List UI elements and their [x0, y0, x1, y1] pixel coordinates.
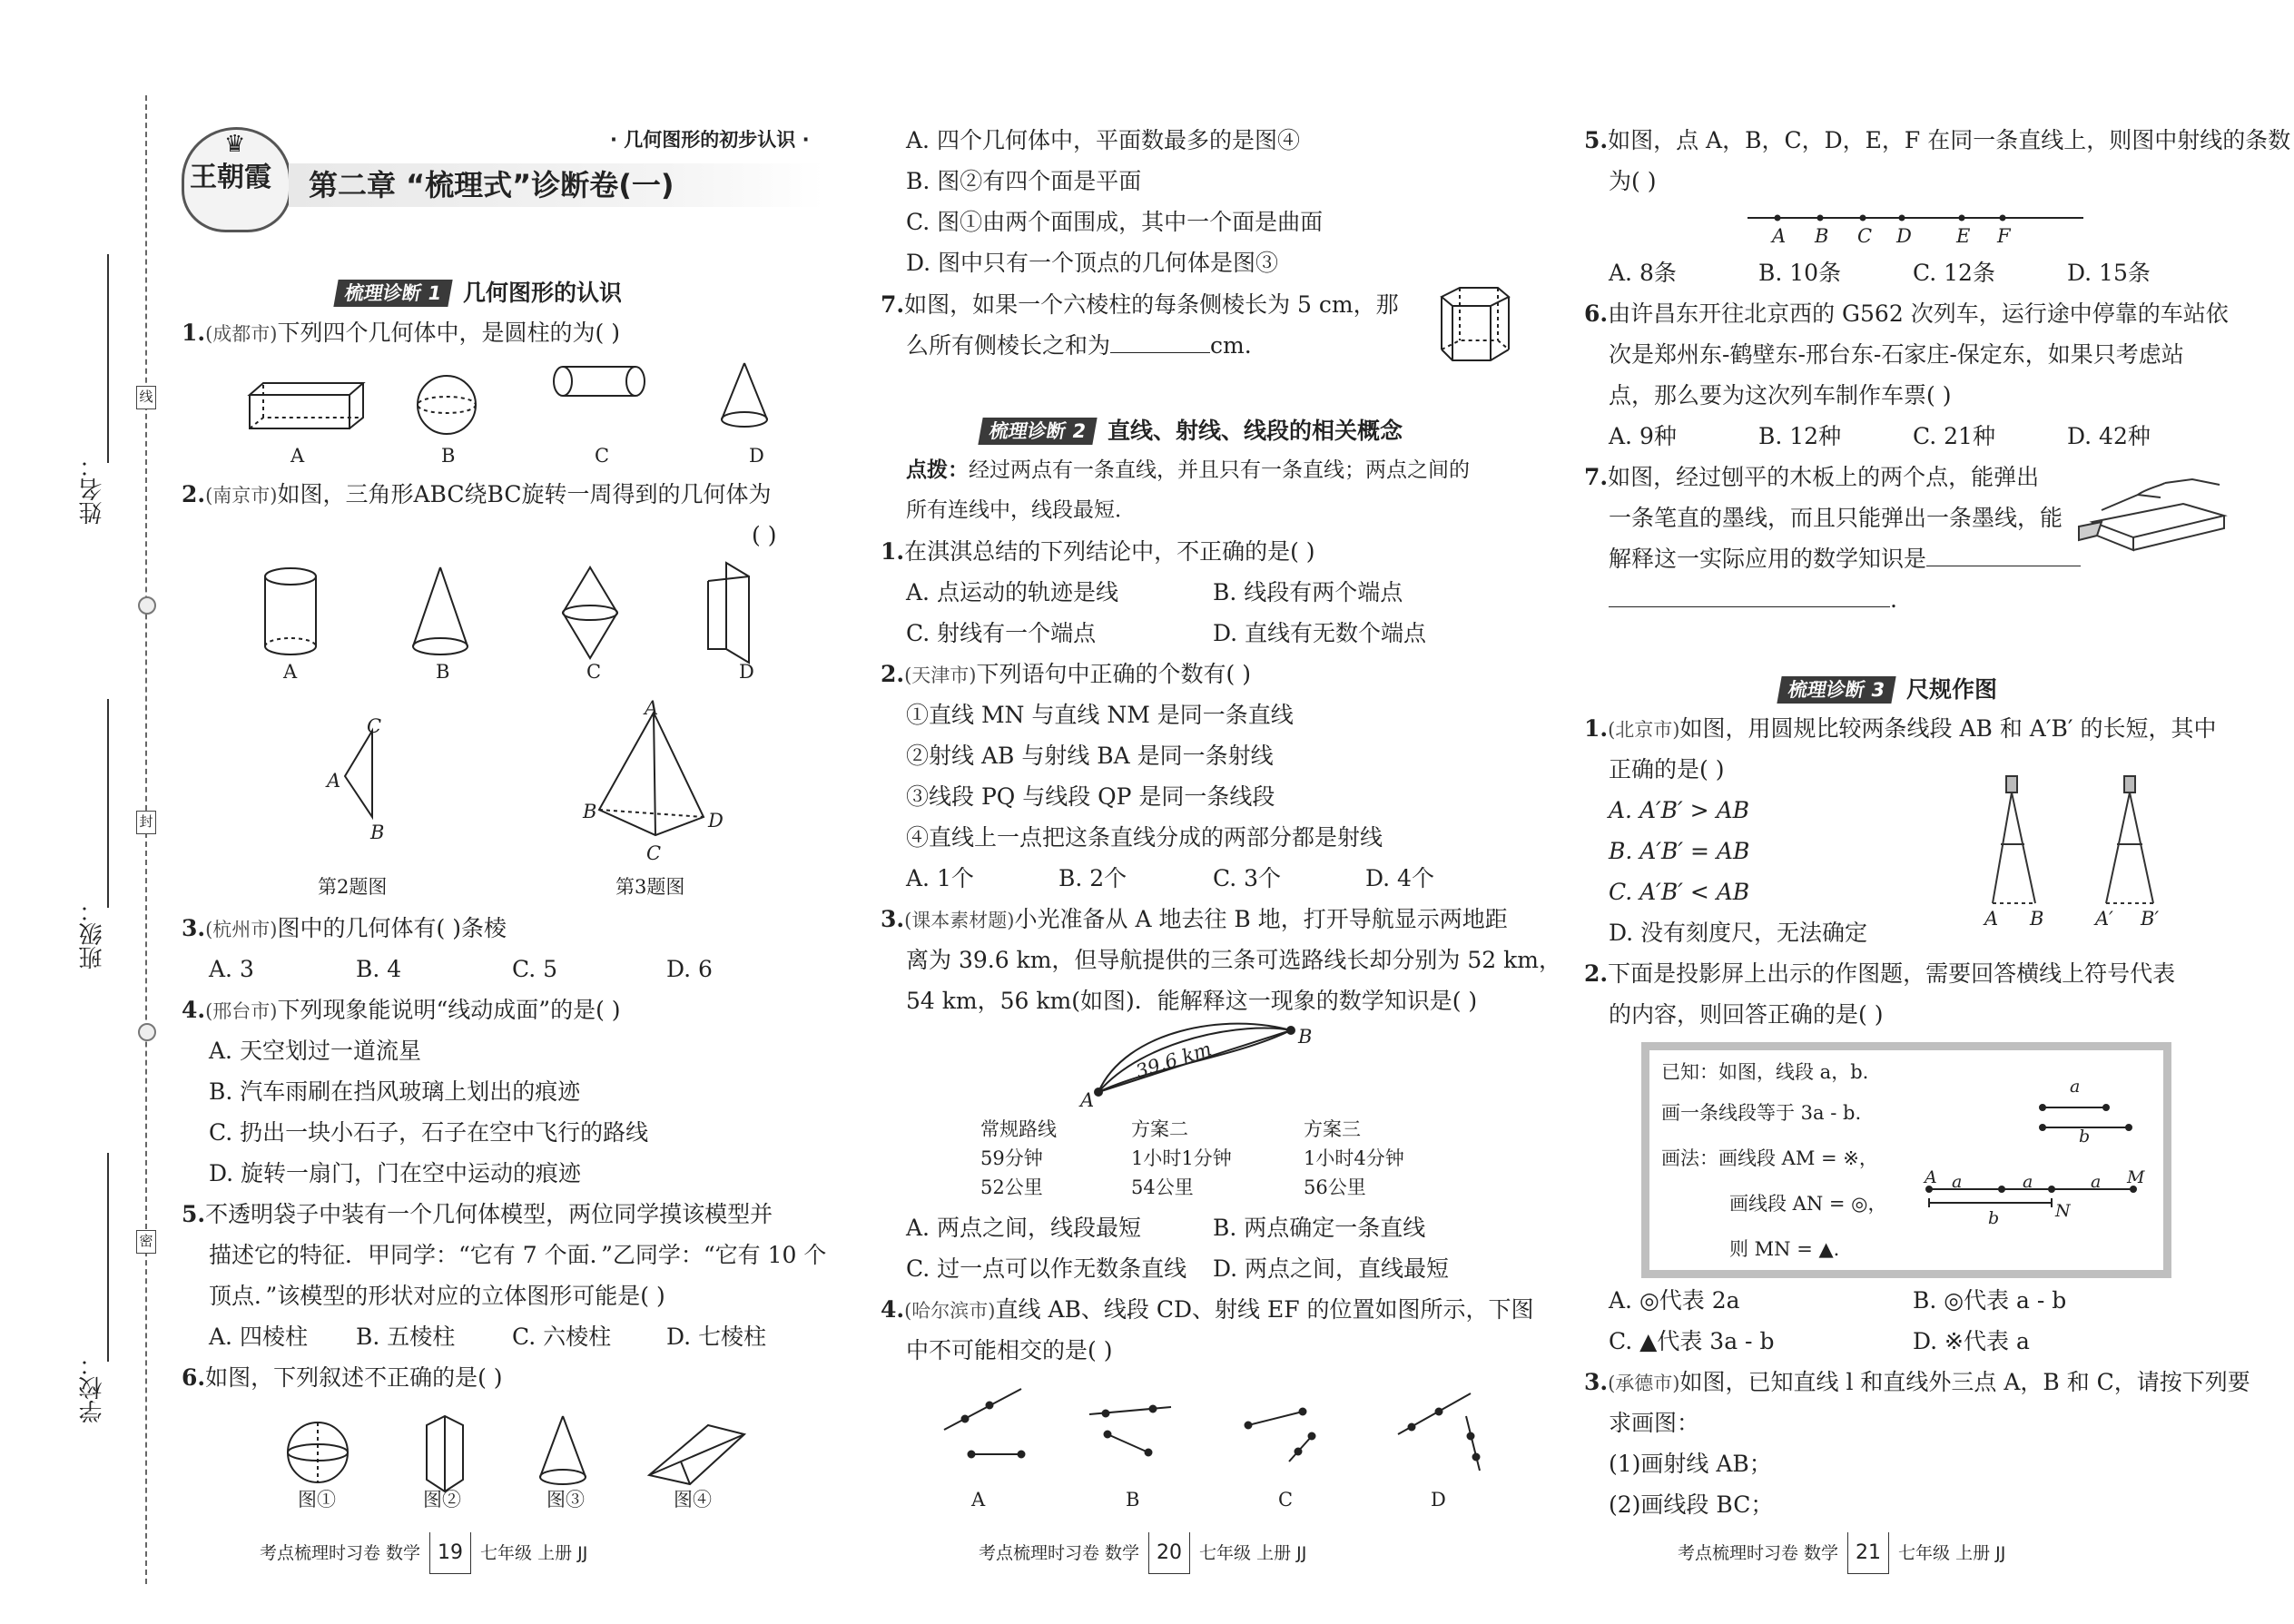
route-1-time: 59分钟 — [980, 1147, 1043, 1169]
c3-q5-line-2: 为( ) — [1609, 168, 1657, 194]
question-number: 2. — [881, 661, 905, 687]
c3-q5-option-d: D. 15条 — [2067, 260, 2151, 286]
fig-2-point-b: B — [370, 822, 385, 843]
question-number: 2. — [182, 481, 206, 507]
s3-question-2: 2.下面是投影屏上出示的作图题，需要回答横线上符号代表 — [1584, 960, 2176, 987]
name-label: 姓名： — [79, 454, 106, 525]
footer-page-20: 考点梳理时习卷 数学 20 七年级 上册 JJ — [979, 1532, 1306, 1574]
s2-q3-option-c: C. 过一点可以作无数条直线 — [906, 1255, 1187, 1282]
route-2-time: 1小时1分钟 — [1131, 1147, 1232, 1169]
q3-option-c: C. 5 — [512, 956, 558, 982]
question-3 — [182, 908, 507, 950]
section-badge: 梳理诊断 2 — [978, 418, 1097, 445]
page-number: 21 — [1847, 1532, 1889, 1574]
c3-q5-point-b: B — [1815, 225, 1829, 247]
question-number: 6. — [182, 1364, 206, 1391]
s2-q2-option-d: D. 4个 — [1365, 865, 1434, 891]
question-5-line-1: 5.不透明袋子中装有一个几何体模型，两位同学摸该模型并 — [182, 1201, 773, 1227]
section-badge: 梳理诊断 1 — [333, 280, 452, 307]
question-number: 7. — [1584, 464, 1609, 490]
logo-badge — [182, 127, 291, 232]
s3-q3-sub-1: (1)画射线 AB； — [1609, 1451, 1772, 1477]
s2-q3-line-2: 离为 39.6 km，但导航提供的三条可选路线长却分别为 52 km， — [906, 947, 1561, 973]
q2-solids-figure — [254, 563, 799, 663]
fig-2-point-a: A — [327, 770, 341, 792]
question-7: 7.如图，如果一个六棱柱的每条侧棱长为 5 cm，那 — [881, 291, 1399, 318]
s2-q4-figures — [935, 1380, 1498, 1480]
box-line-2: 画一条线段等于 3a - b. — [1661, 1102, 1862, 1124]
school-label: 学校： — [79, 1353, 106, 1423]
question-5-line-3: 顶点．”该模型的形状对应的立体图形可能是( ) — [209, 1283, 665, 1309]
route-3-name: 方案三 — [1304, 1118, 1361, 1140]
c3-q5-option-c: C. 12条 — [1913, 260, 1995, 286]
c3-question-6: 6.由许昌东开往北京西的 G562 次列车，运行途中停靠的车站依 — [1584, 300, 2229, 327]
s2-q4-label-c: C — [1278, 1489, 1294, 1511]
route-1-dist: 52公里 — [980, 1176, 1043, 1198]
box-line-1: 已知：如图，线段 a，b. — [1661, 1061, 1869, 1083]
question-number: 1. — [1584, 715, 1609, 742]
question-number: 2. — [1584, 960, 1609, 987]
q3-option-b: B. 4 — [356, 956, 402, 982]
s3-q1-line-2: 正确的是( ) — [1609, 756, 1725, 782]
question-source: (南京市) — [205, 485, 278, 507]
question-source: (邢台市) — [205, 1000, 278, 1022]
question-1 — [182, 312, 620, 355]
box-seg-a3: a — [2091, 1172, 2102, 1192]
logo-crown-icon: ♛ — [224, 131, 246, 158]
section-3-heading — [1779, 667, 1997, 710]
s3-q2-option-c: C. ▲代表 3a - b — [1609, 1328, 1775, 1354]
seal-mark-xian: 线 — [136, 386, 156, 409]
question-4 — [182, 989, 621, 1032]
s3-q2-option-b: B. ◎代表 a - b — [1913, 1287, 2067, 1314]
footer-page-21: 考点梳理时习卷 数学 21 七年级 上册 JJ — [1678, 1532, 2005, 1574]
wooden-plank-figure — [2074, 472, 2229, 554]
answer-blank[interactable] — [1609, 579, 1890, 607]
margin-dashed-line — [145, 95, 147, 1584]
six-points-line-figure — [1743, 209, 2088, 227]
route-3-time: 1小时4分钟 — [1304, 1147, 1404, 1169]
q6-option-c: C. 图①由两个面围成，其中一个面是曲面 — [906, 209, 1324, 235]
q4-option-b: B. 汽车雨刷在挡风玻璃上划出的痕迹 — [209, 1078, 581, 1105]
s3-q1-option-d: D. 没有刻度尺，无法确定 — [1609, 920, 1868, 946]
fig-3-point-c: C — [646, 842, 662, 864]
compass-comparison-figure — [1979, 776, 2170, 912]
topic-label: · 几何图形的初步认识 · — [610, 129, 810, 151]
s2-q1-option-d: D. 直线有无数个端点 — [1213, 620, 1427, 646]
s2-q4-label-d: D — [1431, 1489, 1446, 1511]
s2-q1-option-b: B. 线段有两个端点 — [1213, 579, 1403, 605]
hint-line-1: 点拨：经过两点有一条直线，并且只有一条直线；两点之间的 — [906, 458, 1470, 482]
s3-q3-sub-2: (2)画线段 BC； — [1609, 1491, 1774, 1518]
section-1-heading — [336, 271, 622, 313]
seal-mark-feng: 封 — [136, 811, 156, 834]
s2-q2-item-2: ②射线 AB 与射线 BA 是同一条射线 — [906, 743, 1274, 769]
question-number: 4. — [881, 1296, 905, 1323]
route-distance-label: 39.6 km — [1133, 1038, 1215, 1083]
q6-label-4: 图④ — [674, 1489, 712, 1511]
margin-dot-icon — [138, 1023, 156, 1041]
seal-mark-mi: 密 — [136, 1230, 156, 1254]
c3-q6-option-a: A. 9种 — [1609, 423, 1677, 449]
name-underline — [107, 254, 109, 463]
q3-option-d: D. 6 — [666, 956, 713, 982]
q3-option-a: A. 3 — [209, 956, 254, 982]
s2-question-2: 2.(天津市)下列语句中正确的个数有( ) — [881, 661, 1251, 687]
box-seg-a1: a — [1952, 1172, 1963, 1192]
question-number: 7. — [881, 291, 905, 318]
question-6 — [182, 1357, 503, 1398]
margin-dot-icon — [138, 596, 156, 615]
route-3-dist: 56公里 — [1304, 1176, 1366, 1198]
segment-construction-figure — [1925, 1089, 2145, 1225]
box-seg-b: b — [2079, 1127, 2091, 1147]
question-5-line-2: 描述它的特征．甲同学：“它有 7 个面．”乙同学：“它有 10 个 — [209, 1242, 827, 1268]
q2-label-a: A — [283, 661, 298, 683]
s2-q3-option-b: B. 两点确定一条直线 — [1213, 1215, 1426, 1241]
question-source: (杭州市) — [205, 919, 278, 940]
s3-q2-line-2: 的内容，则回答正确的是( ) — [1609, 1001, 1884, 1028]
s2-q2-option-b: B. 2个 — [1058, 865, 1127, 891]
c3-q6-option-d: D. 42种 — [2067, 423, 2151, 449]
s3-q1-point-a-prime: A′ — [2095, 908, 2113, 930]
s2-q4-line-2: 中不可能相交的是( ) — [906, 1337, 1113, 1363]
fig-3-point-d: D — [708, 810, 724, 832]
fig-3-point-a: A — [645, 697, 659, 719]
question-number: 3. — [881, 906, 905, 932]
question-number: 3. — [1584, 1369, 1609, 1395]
question-2-paren: ( ) — [752, 522, 777, 548]
section-2-heading — [980, 408, 1403, 451]
s3-q1-option-c: C. A′B′ < AB — [1609, 879, 1750, 905]
q1-label-b: B — [441, 445, 456, 467]
question-text: 如图，下列叙述不正确的是( ) — [205, 1364, 503, 1391]
answer-blank[interactable] — [1110, 325, 1210, 353]
q4-option-c: C. 扔出一块小石子，石子在空中飞行的路线 — [209, 1119, 649, 1146]
c3-q6-option-c: C. 21种 — [1913, 423, 1995, 449]
q6-label-2: 图② — [423, 1489, 461, 1511]
route-2-name: 方案二 — [1131, 1118, 1188, 1140]
footer-page-19: 考点梳理时习卷 数学 19 七年级 上册 JJ — [260, 1532, 587, 1574]
fig-2-caption: 第2题图 — [318, 876, 388, 898]
s2-q1-option-a: A. 点运动的轨迹是线 — [906, 579, 1118, 605]
question-text: 下列四个几何体中，是圆柱的为( ) — [277, 320, 620, 346]
c3-question-5: 5.如图，点 A，B，C，D，E，F 在同一条直线上，则图中射线的条数 — [1584, 127, 2291, 153]
logo-text: 王朝霞 — [190, 162, 271, 193]
s2-q2-item-3: ③线段 PQ 与线段 QP 是同一条线段 — [906, 783, 1275, 810]
box-line-4: 画线段 AN = ◎， — [1729, 1193, 1887, 1215]
s3-q1-option-a: A. A′B′ > AB — [1609, 797, 1749, 823]
box-pt-m: M — [2127, 1167, 2145, 1187]
c3-q7-line-2: 一条笔直的墨线，而且只能弹出一条墨线，能 — [1609, 505, 2063, 531]
s2-question-4: 4.(哈尔滨市)直线 AB、线段 CD、射线 EF 的位置如图所示，下图 — [881, 1296, 1534, 1323]
q1-label-c: C — [595, 445, 610, 467]
chapter-title: 第二章 “梳理式”诊断卷(一) — [309, 168, 674, 202]
c3-q5-point-e: E — [1956, 225, 1971, 247]
box-seg-a2: a — [2023, 1172, 2033, 1192]
question-number: 1. — [881, 538, 905, 565]
section-title: 直线、射线、线段的相关概念 — [1107, 418, 1403, 444]
s2-question-1: 1.在淇淇总结的下列结论中，不正确的是( ) — [881, 538, 1315, 565]
box-pt-n: N — [2055, 1201, 2071, 1221]
class-label: 班级： — [79, 899, 106, 969]
question-text: 如图，三角形ABC绕BC旋转一周得到的几何体为 — [277, 481, 772, 507]
route-2-dist: 54公里 — [1131, 1176, 1194, 1198]
question-number: 6. — [1584, 300, 1609, 327]
s3-question-3: 3.(承德市)如图，已知直线 l 和直线外三点 A，B 和 C，请按下列要 — [1584, 1369, 2250, 1395]
q1-label-a: A — [290, 445, 305, 467]
s3-q1-point-b-prime: B′ — [2141, 908, 2160, 930]
c3-q5-point-c: C — [1857, 225, 1873, 247]
q2-label-c: C — [586, 661, 602, 683]
q4-option-d: D. 旋转一扇门，门在空中运动的痕迹 — [209, 1160, 582, 1186]
s2-q2-item-4: ④直线上一点把这条直线分成的两部分都是射线 — [906, 824, 1383, 851]
s2-q2-option-a: A. 1个 — [906, 865, 974, 891]
section-title: 尺规作图 — [1905, 676, 1997, 703]
hint-line-2: 所有连线中，线段最短． — [906, 498, 1136, 522]
box-line-3: 画法：画线段 AM = ※， — [1661, 1147, 1878, 1169]
s2-q4-label-b: B — [1126, 1489, 1140, 1511]
c3-q5-point-d: D — [1896, 225, 1912, 247]
question-text: 图中的几何体有( )条棱 — [277, 915, 507, 941]
s3-q2-option-d: D. ※代表 a — [1913, 1328, 2030, 1354]
question-2 — [182, 474, 771, 517]
question-number: 3. — [182, 915, 206, 941]
question-number: 5. — [182, 1201, 206, 1227]
c3-q7-line-3: 解释这一实际应用的数学知识是 — [1609, 538, 2081, 579]
c3-q6-line-2: 次是郑州东-鹤壁东-邢台东-石家庄-保定东，如果只考虑站 — [1609, 341, 2184, 368]
s2-q3-option-d: D. 两点之间，直线最短 — [1213, 1255, 1450, 1282]
q6-option-d: D. 图中只有一个顶点的几何体是图③ — [906, 250, 1279, 276]
fig-2-point-c: C — [367, 715, 382, 737]
s2-q2-item-1: ①直线 MN 与直线 NM 是同一条直线 — [906, 702, 1294, 728]
section-title: 几何图形的认识 — [462, 280, 622, 306]
page-number: 19 — [429, 1532, 471, 1574]
c3-q5-point-f: F — [1997, 225, 2011, 247]
q5-option-b: B. 五棱柱 — [356, 1324, 456, 1350]
q2-label-b: B — [436, 661, 450, 683]
question-text: 下列现象能说明“线动成面”的是( ) — [277, 997, 621, 1023]
question-7-line-2: 么所有侧棱长之和为 cm. — [906, 325, 1252, 366]
q6-option-b: B. 图②有四个面是平面 — [906, 168, 1142, 194]
hexagonal-prism-figure — [1434, 286, 1516, 368]
question-source: (成都市) — [205, 323, 278, 345]
box-line-5: 则 MN = ▲. — [1729, 1238, 1840, 1260]
q2-label-d: D — [739, 661, 754, 683]
question-number: 1. — [182, 320, 206, 346]
s2-q4-label-a: A — [971, 1489, 986, 1511]
c3-q6-option-b: B. 12种 — [1758, 423, 1842, 449]
c3-question-7: 7.如图，经过刨平的木板上的两个点，能弹出 — [1584, 464, 2040, 490]
s2-q2-option-c: C. 3个 — [1213, 865, 1282, 891]
s2-q3-line-3: 54 km，56 km(如图)．能解释这一现象的数学知识是( ) — [906, 988, 1478, 1014]
box-seg-a: a — [2070, 1077, 2081, 1097]
class-underline — [107, 699, 109, 908]
route-point-a: A — [1080, 1089, 1095, 1111]
fig-3-caption: 第3题图 — [615, 876, 685, 898]
q5-option-d: D. 七棱柱 — [666, 1324, 767, 1350]
s2-question-3: 3.(课本素材题)小光准备从 A 地去往 B 地，打开导航显示两地距 — [881, 906, 1508, 932]
q1-solids-figure — [236, 363, 799, 445]
s3-question-1: 1.(北京市)如图，用圆规比较两条线段 AB 和 A′B′ 的长短，其中 — [1584, 715, 2217, 742]
c3-q7-line-4: . — [1609, 579, 1897, 620]
q5-option-c: C. 六棱柱 — [512, 1324, 612, 1350]
s3-q1-point-b: B — [2030, 908, 2044, 930]
school-underline — [107, 1153, 109, 1362]
q1-label-d: D — [749, 445, 764, 467]
box-seg-b2: b — [1988, 1208, 2000, 1228]
c3-q6-line-3: 点，那么要为这次列车制作车票( ) — [1609, 382, 1952, 408]
q6-label-1: 图① — [298, 1489, 336, 1511]
page-number: 20 — [1148, 1532, 1190, 1574]
q6-option-a: A. 四个几何体中，平面数最多的是图④ — [906, 127, 1300, 153]
c3-q5-point-a: A — [1772, 225, 1787, 247]
c3-q5-option-a: A. 8条 — [1609, 260, 1677, 286]
fig-3-point-b: B — [583, 801, 597, 822]
route-1-name: 常规路线 — [980, 1118, 1057, 1140]
s3-q2-option-a: A. ◎代表 2a — [1609, 1287, 1740, 1314]
section-badge: 梳理诊断 3 — [1777, 676, 1895, 704]
s3-q3-line-2: 求画图： — [1609, 1410, 1700, 1436]
s3-q1-option-b: B. A′B′ = AB — [1609, 838, 1750, 864]
route-point-b: B — [1298, 1026, 1313, 1048]
answer-blank[interactable] — [1926, 538, 2081, 566]
q5-option-a: A. 四棱柱 — [209, 1324, 308, 1350]
s2-q3-option-a: A. 两点之间，线段最短 — [906, 1215, 1141, 1241]
q6-label-3: 图③ — [546, 1489, 585, 1511]
question-number: 4. — [182, 997, 206, 1023]
s2-q1-option-c: C. 射线有一个端点 — [906, 620, 1097, 646]
s3-q1-point-a: A — [1984, 908, 1999, 930]
box-pt-a: A — [1925, 1167, 1937, 1187]
question-number: 5. — [1584, 127, 1609, 153]
c3-q5-option-b: B. 10条 — [1758, 260, 1842, 286]
q4-option-a: A. 天空划过一道流星 — [209, 1038, 421, 1064]
